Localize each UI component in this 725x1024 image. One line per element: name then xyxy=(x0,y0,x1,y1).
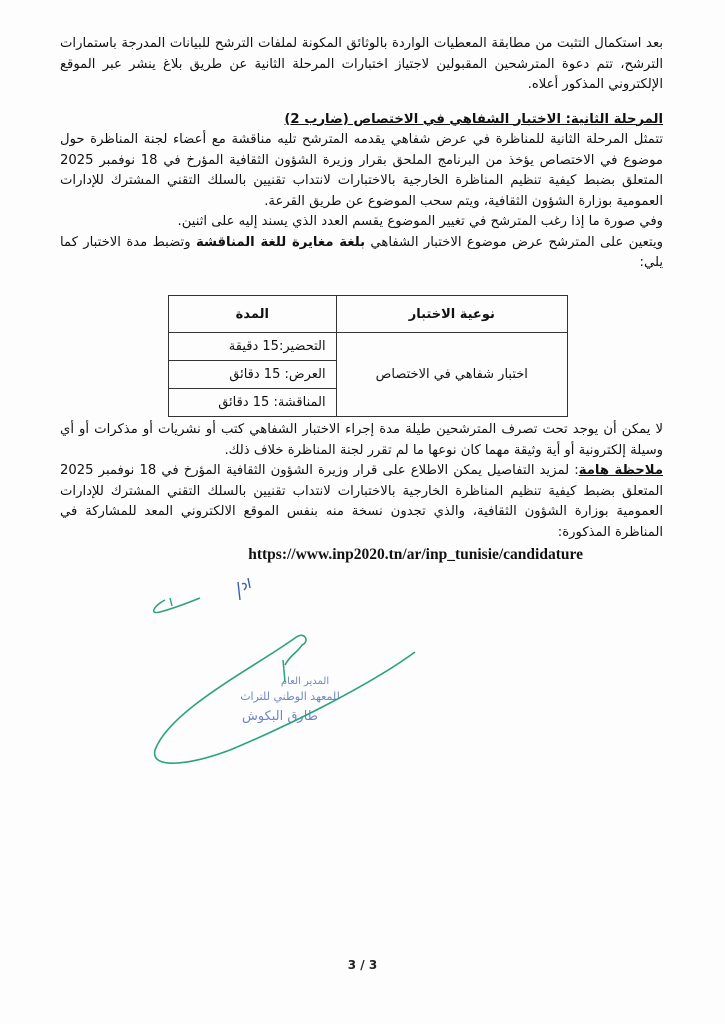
candidature-url-link[interactable]: https://www.inp2020.tn/ar/inp_tunisie/candidature xyxy=(248,546,583,563)
initials-mark xyxy=(154,578,250,613)
header-duration: المدة xyxy=(169,296,337,333)
important-note xyxy=(60,461,663,543)
duration-presentation: العرض: 15 دقائق xyxy=(169,361,337,389)
table-row xyxy=(169,333,568,361)
table-header-row xyxy=(169,296,568,333)
test-type-cell: اختبار شفاهي في الاختصاص xyxy=(336,333,567,417)
header-test-type: نوعية الاختبار xyxy=(336,296,567,333)
page-number: 3 / 3 xyxy=(347,958,378,972)
duration-discussion: المناقشة: 15 دقائق xyxy=(169,389,337,417)
paragraph-4-end: وتضبط مدة الاختبار كما يلي: xyxy=(60,234,663,270)
stamp-name: طارق البكوش xyxy=(241,709,319,724)
paragraph-4-bold: بلغة مغايرة للغة المناقشة xyxy=(195,234,366,250)
important-note-text: : لمزيد التفاصيل يمكن الاطلاع على قرار وزيرة الشؤون الثقافية المؤرخ في 18 نوفمبر 2025 المتعلق بضبط كيفية تنظيم المناظرة الخارجية بالاختبارات لانتداب تقنيين بالسلك التقني المشترك للإدارات العمومية بوزارة الشؤون الثقافية، والذي تجدون نسخة منه بنفس الموقع الالكتروني المعد للمشاركة في المناظرة المذكورة: xyxy=(60,463,663,540)
document-body xyxy=(60,34,663,274)
paragraph-stage-two-description: تتمثل المرحلة الثانية للمناظرة في عرض شفاهي يقدمه المترشح تليه مناقشة مع أعضاء لجنة المناظرة حول موضوع في الاختصاص يؤخذ من البرنامج الملحق بقرار وزيرة الشؤون الثقافية المؤرخ في 18 نوفمبر 2025 المتعلق بضبط كيفية تنظيم المناظرة الخارجية بالاختبارات لانتداب تقنيين بالسلك التقني المشترك للإدارات العمومية بوزارة الشؤون الثقافية، ويتم سحب الموضوع عن طريق القرعة. xyxy=(60,132,663,209)
paragraph-prohibited-materials: لا يمكن أن يوجد تحت تصرف المترشحين طيلة مدة إجراء الاختبار الشفاهي كتب أو نشريات أو مذكرات أو أي وسيلة إلكترونية أو أية وثيقة مهما كان نوعها ما لم تقرر لجنة المناظرة خلاف ذلك. xyxy=(60,422,663,458)
stamp-title: المدير العام xyxy=(280,676,330,687)
section-title-stage-two: المرحلة الثانية: الاختبار الشفاهي في الاختصاص (ضارب 2) xyxy=(284,111,663,127)
paragraph-candidate-invitation: بعد استكمال التثبت من مطابقة المعطيات الواردة بالوثائق المكونة لملفات الترشح للبيانات المدرجة باستمارات الترشح، تتم دعوة المترشحين المقبولين لاجتياز اختبارات المرحلة الثانية عن طريق بلاغ ينشر عبر الموقع الإلكتروني المذكور أعلاه. xyxy=(60,36,663,92)
stamp-institution: للمعهد الوطني للتراث xyxy=(240,690,340,703)
signature-stamp-area xyxy=(130,560,450,780)
paragraph-topic-change: وفي صورة ما إذا رغب المترشح في تغيير الموضوع يقسم العدد الذي يسند إليه على اثنين. xyxy=(177,214,663,229)
important-note-label: ملاحظة هامة xyxy=(578,463,663,478)
document-body-lower xyxy=(60,420,663,566)
paragraph-presentation-language xyxy=(60,233,663,274)
paragraph-4-start: ويتعين على المترشح عرض موضوع الاختبار الشفاهي xyxy=(365,234,664,250)
test-duration-table xyxy=(168,295,568,417)
duration-preparation: التحضير:15 دقيقة xyxy=(169,333,337,361)
